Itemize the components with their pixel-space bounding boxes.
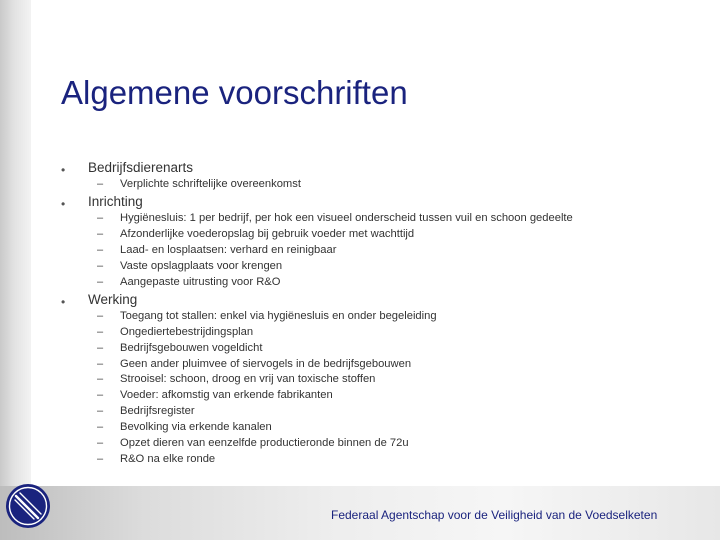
- sub-mark: –: [97, 244, 104, 256]
- sub-label: Geen ander pluimvee of siervogels in de bedrijfsgebouwen: [120, 358, 412, 370]
- bullet-label: Bedrijfsdierenarts: [88, 160, 194, 175]
- sub-label: Voeder: afkomstig van erkende fabrikanten: [120, 389, 333, 401]
- sub-mark: –: [97, 405, 104, 417]
- sub-mark: –: [97, 228, 104, 240]
- slide-title: Algemene voorschriften: [61, 74, 408, 111]
- sub-mark: –: [97, 437, 104, 449]
- sub-label: Aangepaste uitrusting voor R&O: [120, 276, 281, 288]
- sub-label: Ongediertebestrijdingsplan: [120, 326, 254, 338]
- sub-mark: –: [97, 342, 104, 354]
- sub-label: Bedrijfsregister: [120, 405, 195, 417]
- sub-mark: –: [97, 276, 104, 288]
- sub-mark: –: [97, 212, 104, 224]
- sub-label: Strooisel: schoon, droog en vrij van toxische stoffen: [120, 373, 376, 385]
- bullet-mark: •: [61, 163, 66, 177]
- bullet-label: Werking: [88, 292, 138, 307]
- sub-label: Laad- en losplaatsen: verhard en reinigbaar: [120, 244, 337, 256]
- sub-mark: –: [97, 373, 104, 385]
- sub-mark: –: [97, 421, 104, 433]
- sub-label: Opzet dieren van eenzelfde productieronde binnen de 72u: [120, 437, 409, 449]
- sub-mark: –: [97, 389, 104, 401]
- left-decorative-bar: [0, 0, 31, 540]
- sub-mark: –: [97, 358, 104, 370]
- sub-label: Toegang tot stallen: enkel via hygiënesluis en onder begeleiding: [120, 310, 437, 322]
- sub-label: Verplichte schriftelijke overeenkomst: [120, 178, 301, 190]
- fork-knife-logo-icon: [4, 482, 52, 530]
- footer-agency-name: Federaal Agentschap voor de Veiligheid van de Voedselketen: [331, 508, 658, 522]
- bullet-mark: •: [61, 295, 66, 309]
- sub-label: Vaste opslagplaats voor krengen: [120, 260, 283, 272]
- sub-label: Hygiënesluis: 1 per bedrijf, per hok een visueel onderscheid tussen vuil en schoon gedeelte: [120, 212, 573, 224]
- sub-mark: –: [97, 310, 104, 322]
- bullet-label: Inrichting: [88, 194, 143, 209]
- sub-mark: –: [97, 326, 104, 338]
- sub-label: Bevolking via erkende kanalen: [120, 421, 272, 433]
- sub-mark: –: [97, 260, 104, 272]
- sub-label: Bedrijfsgebouwen vogeldicht: [120, 342, 263, 354]
- sub-mark: –: [97, 453, 104, 465]
- sub-label: Afzonderlijke voederopslag bij gebruik voeder met wachttijd: [120, 228, 415, 240]
- bullet-mark: •: [61, 197, 66, 211]
- sub-mark: –: [97, 178, 104, 190]
- sub-label: R&O na elke ronde: [120, 453, 216, 465]
